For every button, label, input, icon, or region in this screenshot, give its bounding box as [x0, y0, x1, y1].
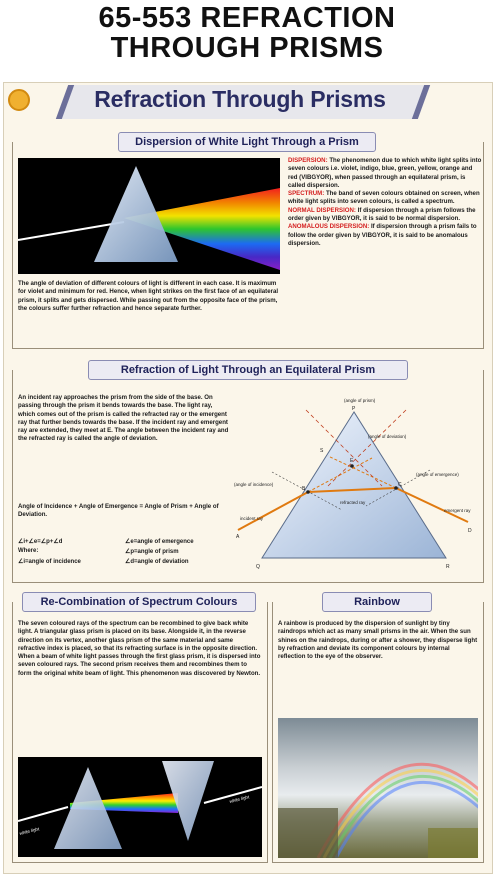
label-emergent-ray: emergent ray [444, 508, 471, 513]
label-white-light-in: white light [19, 826, 40, 836]
def-anomalous-label: ANOMALOUS DISPERSION: [288, 223, 370, 231]
refraction-title: Refraction of Light Through an Equilateral Prism [88, 360, 408, 380]
poster-title: Refraction Through Prisms [94, 86, 386, 112]
product-code-title: 65-553 REFRACTION [98, 2, 396, 34]
label-angle-deviation: (angle of deviation) [368, 434, 407, 439]
def-spectrum-text: The band of seven colours obtained on screen, when white light splits into seven colours, is called a spectrum. [288, 190, 480, 206]
label-white-light-out: white light [229, 794, 250, 804]
legend-deviation: ∠d=angle of deviation [125, 559, 189, 565]
def-normal-text: If dispersion through a prism follows the order given by VIBGYOR, it is said to be normal dispersion. [288, 206, 476, 223]
rainbow-title: Rainbow [322, 592, 432, 612]
equation: ∠i+∠e=∠p+∠d [18, 539, 63, 545]
point-s: S [320, 448, 324, 454]
rainbow-description: A rainbow is produced by the dispersion of sunlight by tiny raindrops which act as many small prisms in the air. When the sun shines on the raindrops, during or after a shower, they disperse light by refraction and deviate its component colours by internal reflection to the eye of the observer. [278, 620, 478, 661]
def-normal-label: NORMAL DISPERSION: [288, 206, 356, 214]
refraction-formula: Angle of Incidence + Angle of Emergence = Angle of Prism + Angle of Deviation. [18, 503, 219, 519]
label-incident-ray: incident ray [240, 516, 264, 521]
point-a: A [236, 534, 240, 540]
def-spectrum-label: SPECTRUM: [288, 190, 325, 198]
recombination-image [18, 757, 262, 857]
label-angle-emergence: (angle of emergence) [416, 472, 459, 477]
legend-prism: ∠p=angle of prism [125, 549, 179, 555]
def-dispersion-label: DISPERSION: [288, 157, 328, 164]
point-e: E [350, 458, 354, 464]
label-angle-prism: (angle of prism) [344, 398, 376, 403]
refraction-diagram [232, 392, 478, 578]
rainbow-photo [278, 718, 478, 858]
refraction-description: An incident ray approaches the prism from the side of the base. On passing through the prism it bends towards the base. The light ray, which comes out of the prism is called the refracted ray or the emergent ray that further bends towards the base. If the incident ray and emergent ray are extended, they meet at E. The angle between the incident ray and the refracted ray is called the angle of deviation. [18, 394, 229, 443]
point-p: P [352, 406, 356, 412]
point-c: C [398, 482, 402, 488]
publisher-logo [8, 89, 30, 111]
point-r: R [446, 564, 450, 570]
dispersion-description: The angle of deviation of different colours of light is different in each case. It is maximum for violet and minimum for red. Hence, when light strikes on the first face of an equilateral prism, it splits and gets dispersed. While passing out from the opposite face of the prism, the colours suffer further refraction and hence separate further. [18, 280, 279, 312]
dispersion-definitions [288, 157, 482, 248]
point-b: B [302, 486, 306, 492]
def-anomalous-text: If dispersion through a prism fails to follow the order given by VIBGYOR, it is said to be anomalous dispersion. [288, 223, 477, 247]
recombination-description: The seven coloured rays of the spectrum can be recombined to give back white light. A triangular glass prism is placed on its base. Alongside it, in the reverse direction on its vertex, another glass prism of the same material and same refractive index is placed, so that its refracting surface is in the opposite direction. When a beam of white light passes through the first glass prism, it is dispersed into seven coloured rays. The second prism receives them and recombines them to form the original white beam of light. This phenomenon was discovered by Newton. [18, 620, 261, 677]
label-angle-incidence: (angle of incidence) [234, 482, 274, 487]
legend-emergence: ∠e=angle of emergence [125, 539, 194, 545]
product-subtitle: THROUGH PRISMS [110, 32, 384, 64]
dispersion-title: Dispersion of White Light Through a Prism [118, 132, 376, 152]
label-refracted-ray: refracted ray [340, 500, 366, 505]
dispersion-prism-image [18, 158, 280, 274]
recombination-title: Re-Combination of Spectrum Colours [22, 592, 256, 612]
legend-incidence: ∠i=angle of incidence [18, 559, 81, 565]
where-label: Where: [18, 548, 39, 554]
point-d: D [468, 528, 472, 534]
point-q: Q [256, 564, 260, 570]
def-dispersion-text: The phenomenon due to which white light splits into seven colours i.e. violet, indigo, blue, green, yellow, orange and red (VIBGYOR), when passed through an equilateral prism, is called dispersion. [288, 157, 482, 189]
